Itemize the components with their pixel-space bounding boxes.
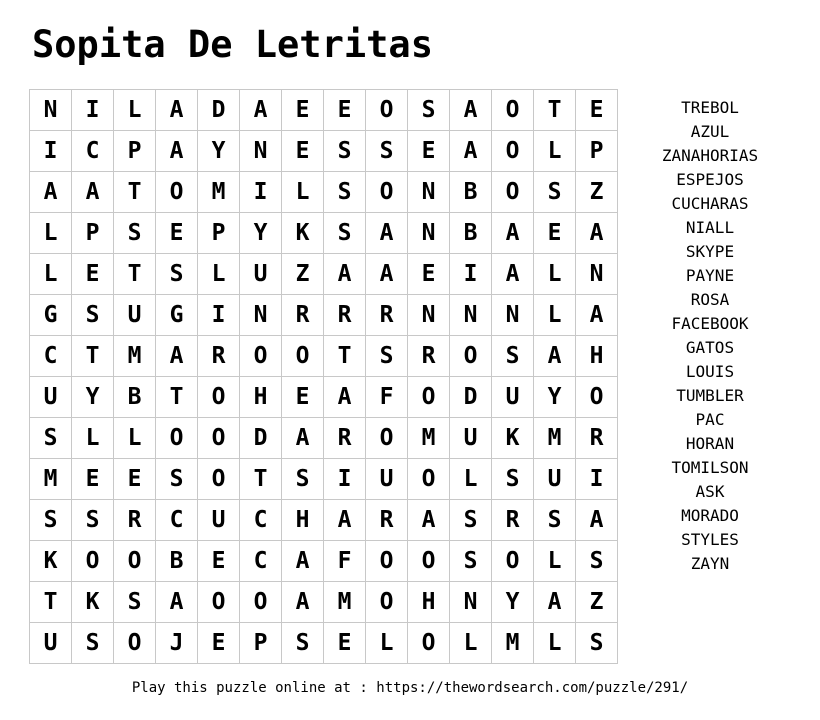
grid-cell[interactable]: O bbox=[366, 418, 408, 459]
grid-cell[interactable]: O bbox=[114, 541, 156, 582]
grid-cell[interactable]: Z bbox=[282, 254, 324, 295]
grid-cell[interactable]: U bbox=[30, 623, 72, 664]
grid-cell[interactable]: E bbox=[408, 131, 450, 172]
grid-cell[interactable]: D bbox=[198, 90, 240, 131]
grid-cell[interactable]: A bbox=[492, 254, 534, 295]
word-list-item: MORADO bbox=[681, 506, 739, 525]
grid-cell[interactable]: E bbox=[198, 623, 240, 664]
grid-cell[interactable]: B bbox=[450, 172, 492, 213]
grid-cell[interactable]: U bbox=[114, 295, 156, 336]
grid-cell[interactable]: Y bbox=[492, 582, 534, 623]
grid-cell[interactable]: O bbox=[156, 172, 198, 213]
grid-cell[interactable]: I bbox=[30, 131, 72, 172]
grid-row bbox=[30, 336, 618, 377]
letter-grid bbox=[29, 89, 618, 664]
grid-cell[interactable]: R bbox=[366, 500, 408, 541]
grid-cell[interactable]: G bbox=[156, 295, 198, 336]
grid-cell[interactable]: E bbox=[324, 90, 366, 131]
grid-cell[interactable]: A bbox=[156, 582, 198, 623]
grid-cell[interactable]: U bbox=[198, 500, 240, 541]
grid-cell[interactable]: S bbox=[324, 172, 366, 213]
grid-row bbox=[30, 90, 618, 131]
grid-cell[interactable]: A bbox=[282, 582, 324, 623]
grid-cell[interactable]: O bbox=[408, 541, 450, 582]
grid-cell[interactable]: N bbox=[240, 295, 282, 336]
grid-cell[interactable]: M bbox=[30, 459, 72, 500]
grid-cell[interactable]: B bbox=[450, 213, 492, 254]
grid-cell[interactable]: T bbox=[240, 459, 282, 500]
grid-cell[interactable]: S bbox=[72, 295, 114, 336]
grid-cell[interactable]: O bbox=[576, 377, 618, 418]
grid-cell[interactable]: E bbox=[282, 90, 324, 131]
word-list-item: ROSA bbox=[690, 290, 730, 309]
grid-cell[interactable]: S bbox=[156, 459, 198, 500]
grid-cell[interactable]: S bbox=[72, 623, 114, 664]
word-list-item: PAYNE bbox=[685, 266, 735, 285]
grid-cell[interactable]: A bbox=[156, 336, 198, 377]
grid-cell[interactable]: A bbox=[324, 377, 366, 418]
grid-cell[interactable]: G bbox=[30, 295, 72, 336]
grid-cell[interactable]: A bbox=[366, 213, 408, 254]
word-list-item: STYLES bbox=[681, 530, 739, 549]
grid-cell[interactable]: T bbox=[72, 336, 114, 377]
grid-cell[interactable]: S bbox=[282, 459, 324, 500]
word-list-item: ZANAHORIAS bbox=[661, 146, 759, 165]
grid-cell[interactable]: L bbox=[72, 418, 114, 459]
grid-cell[interactable]: O bbox=[366, 172, 408, 213]
grid-cell[interactable]: N bbox=[450, 295, 492, 336]
grid-cell[interactable]: O bbox=[492, 131, 534, 172]
grid-cell[interactable]: P bbox=[72, 213, 114, 254]
grid-cell[interactable]: P bbox=[576, 131, 618, 172]
grid-cell[interactable]: O bbox=[156, 418, 198, 459]
grid-cell[interactable]: L bbox=[534, 295, 576, 336]
grid-cell[interactable]: E bbox=[198, 541, 240, 582]
grid-cell[interactable]: D bbox=[240, 418, 282, 459]
grid-cell[interactable]: S bbox=[72, 500, 114, 541]
grid-cell[interactable]: A bbox=[492, 213, 534, 254]
grid-cell[interactable]: I bbox=[450, 254, 492, 295]
grid-cell[interactable]: L bbox=[30, 254, 72, 295]
grid-cell[interactable]: A bbox=[72, 172, 114, 213]
word-list-item: SKYPE bbox=[685, 242, 735, 261]
grid-cell[interactable]: O bbox=[114, 623, 156, 664]
grid-cell[interactable]: R bbox=[324, 418, 366, 459]
grid-cell[interactable]: O bbox=[198, 582, 240, 623]
grid-cell[interactable]: U bbox=[240, 254, 282, 295]
word-list-item: TOMILSON bbox=[671, 458, 749, 477]
grid-cell[interactable]: N bbox=[30, 90, 72, 131]
grid-cell[interactable]: P bbox=[198, 213, 240, 254]
grid-cell[interactable]: K bbox=[492, 418, 534, 459]
word-list-item: FACEBOOK bbox=[671, 314, 749, 333]
grid-cell[interactable]: M bbox=[198, 172, 240, 213]
grid-cell[interactable]: A bbox=[408, 500, 450, 541]
grid-cell[interactable]: C bbox=[240, 500, 282, 541]
grid-cell[interactable]: I bbox=[72, 90, 114, 131]
word-list bbox=[650, 96, 770, 576]
grid-cell[interactable]: E bbox=[114, 459, 156, 500]
grid-cell[interactable]: O bbox=[408, 377, 450, 418]
grid-cell[interactable]: C bbox=[240, 541, 282, 582]
grid-row bbox=[30, 377, 618, 418]
grid-cell[interactable]: S bbox=[576, 541, 618, 582]
word-list-item: ESPEJOS bbox=[676, 170, 744, 189]
grid-cell[interactable]: L bbox=[534, 623, 576, 664]
grid-cell[interactable]: S bbox=[450, 500, 492, 541]
grid-cell[interactable]: E bbox=[72, 459, 114, 500]
grid-cell[interactable]: A bbox=[576, 500, 618, 541]
grid-cell[interactable]: H bbox=[282, 500, 324, 541]
grid-cell[interactable]: U bbox=[366, 459, 408, 500]
grid-cell[interactable]: S bbox=[30, 500, 72, 541]
grid-cell[interactable]: A bbox=[366, 254, 408, 295]
word-list-item: HORAN bbox=[685, 434, 735, 453]
grid-cell[interactable]: Y bbox=[72, 377, 114, 418]
grid-cell[interactable]: O bbox=[450, 336, 492, 377]
grid-cell[interactable]: A bbox=[282, 418, 324, 459]
word-list-item: AZUL bbox=[690, 122, 730, 141]
grid-row bbox=[30, 541, 618, 582]
grid-cell[interactable]: L bbox=[534, 541, 576, 582]
grid-cell[interactable]: E bbox=[534, 213, 576, 254]
grid-cell[interactable]: F bbox=[324, 541, 366, 582]
grid-cell[interactable]: S bbox=[114, 582, 156, 623]
grid-cell[interactable]: S bbox=[492, 459, 534, 500]
grid-cell[interactable]: S bbox=[576, 623, 618, 664]
word-list-item: ZAYN bbox=[690, 554, 730, 573]
grid-cell[interactable]: H bbox=[408, 582, 450, 623]
grid-cell[interactable]: R bbox=[282, 295, 324, 336]
grid-cell[interactable]: O bbox=[282, 336, 324, 377]
grid-cell[interactable]: C bbox=[72, 131, 114, 172]
grid-cell[interactable]: L bbox=[450, 623, 492, 664]
grid-cell[interactable]: K bbox=[282, 213, 324, 254]
grid-cell[interactable]: A bbox=[450, 131, 492, 172]
grid-cell[interactable]: I bbox=[576, 459, 618, 500]
grid-cell[interactable]: E bbox=[282, 131, 324, 172]
grid-cell[interactable]: O bbox=[198, 377, 240, 418]
grid-cell[interactable]: M bbox=[114, 336, 156, 377]
grid-cell[interactable]: A bbox=[576, 295, 618, 336]
grid-cell[interactable]: L bbox=[534, 131, 576, 172]
grid-cell[interactable]: S bbox=[324, 213, 366, 254]
grid-cell[interactable]: O bbox=[408, 459, 450, 500]
grid-row bbox=[30, 295, 618, 336]
grid-cell[interactable]: O bbox=[366, 90, 408, 131]
grid-cell[interactable]: Y bbox=[198, 131, 240, 172]
grid-cell[interactable]: E bbox=[282, 377, 324, 418]
grid-cell[interactable]: M bbox=[408, 418, 450, 459]
grid-row bbox=[30, 500, 618, 541]
grid-cell[interactable]: M bbox=[534, 418, 576, 459]
word-list-item: TUMBLER bbox=[676, 386, 744, 405]
grid-cell[interactable]: T bbox=[324, 336, 366, 377]
grid-cell[interactable]: A bbox=[534, 336, 576, 377]
grid-cell[interactable]: N bbox=[492, 295, 534, 336]
grid-cell[interactable]: L bbox=[366, 623, 408, 664]
grid-cell[interactable]: A bbox=[156, 90, 198, 131]
grid-row bbox=[30, 582, 618, 623]
grid-cell[interactable]: T bbox=[30, 582, 72, 623]
grid-cell[interactable]: A bbox=[30, 172, 72, 213]
grid-cell[interactable]: S bbox=[282, 623, 324, 664]
grid-cell[interactable]: N bbox=[408, 172, 450, 213]
grid-cell[interactable]: S bbox=[324, 131, 366, 172]
grid-cell[interactable]: S bbox=[366, 131, 408, 172]
grid-cell[interactable]: O bbox=[366, 582, 408, 623]
grid-cell[interactable]: S bbox=[156, 254, 198, 295]
grid-cell[interactable]: R bbox=[114, 500, 156, 541]
grid-cell[interactable]: I bbox=[324, 459, 366, 500]
grid-cell[interactable]: O bbox=[240, 582, 282, 623]
grid-row bbox=[30, 131, 618, 172]
grid-cell[interactable]: S bbox=[30, 418, 72, 459]
grid-row bbox=[30, 623, 618, 664]
grid-cell[interactable]: E bbox=[72, 254, 114, 295]
grid-cell[interactable]: N bbox=[576, 254, 618, 295]
grid-cell[interactable]: Y bbox=[240, 213, 282, 254]
grid-cell[interactable]: N bbox=[408, 213, 450, 254]
grid-cell[interactable]: E bbox=[408, 254, 450, 295]
grid-cell[interactable]: S bbox=[408, 90, 450, 131]
grid-cell[interactable]: C bbox=[156, 500, 198, 541]
grid-cell[interactable]: O bbox=[492, 172, 534, 213]
word-list-item: TREBOL bbox=[681, 98, 739, 117]
grid-row bbox=[30, 459, 618, 500]
grid-cell[interactable]: R bbox=[408, 336, 450, 377]
grid-cell[interactable]: F bbox=[366, 377, 408, 418]
grid-cell[interactable]: U bbox=[534, 459, 576, 500]
grid-cell[interactable]: A bbox=[324, 254, 366, 295]
word-list-item: NIALL bbox=[685, 218, 735, 237]
grid-cell[interactable]: R bbox=[324, 295, 366, 336]
grid-cell[interactable]: S bbox=[114, 213, 156, 254]
grid-cell[interactable]: T bbox=[156, 377, 198, 418]
grid-cell[interactable]: A bbox=[156, 131, 198, 172]
grid-cell[interactable]: A bbox=[282, 541, 324, 582]
grid-cell[interactable]: H bbox=[240, 377, 282, 418]
grid-cell[interactable]: O bbox=[198, 459, 240, 500]
word-list-item: LOUIS bbox=[685, 362, 735, 381]
grid-cell[interactable]: R bbox=[576, 418, 618, 459]
grid-cell[interactable]: N bbox=[450, 582, 492, 623]
grid-cell[interactable]: P bbox=[240, 623, 282, 664]
word-list-item: CUCHARAS bbox=[671, 194, 749, 213]
grid-cell[interactable]: L bbox=[198, 254, 240, 295]
grid-cell[interactable]: R bbox=[492, 500, 534, 541]
grid-row bbox=[30, 172, 618, 213]
grid-cell[interactable]: K bbox=[30, 541, 72, 582]
grid-cell[interactable]: I bbox=[240, 172, 282, 213]
grid-cell[interactable]: L bbox=[114, 90, 156, 131]
grid-row bbox=[30, 254, 618, 295]
grid-cell[interactable]: E bbox=[156, 213, 198, 254]
grid-row bbox=[30, 213, 618, 254]
grid-cell[interactable]: L bbox=[114, 418, 156, 459]
grid-cell[interactable]: O bbox=[240, 336, 282, 377]
grid-cell[interactable]: Z bbox=[576, 172, 618, 213]
grid-cell[interactable]: Z bbox=[576, 582, 618, 623]
word-list-item: ASK bbox=[695, 482, 725, 501]
grid-cell[interactable]: S bbox=[534, 500, 576, 541]
grid-cell[interactable]: U bbox=[492, 377, 534, 418]
grid-cell[interactable]: H bbox=[576, 336, 618, 377]
grid-cell[interactable]: M bbox=[492, 623, 534, 664]
grid-cell[interactable]: C bbox=[30, 336, 72, 377]
grid-cell[interactable]: S bbox=[534, 172, 576, 213]
grid-cell[interactable]: O bbox=[492, 541, 534, 582]
page-title: Sopita De Letritas bbox=[32, 23, 433, 66]
grid-cell[interactable]: P bbox=[114, 131, 156, 172]
grid-cell[interactable]: S bbox=[366, 336, 408, 377]
grid-cell[interactable]: T bbox=[114, 254, 156, 295]
grid-cell[interactable]: L bbox=[534, 254, 576, 295]
grid-cell[interactable]: D bbox=[450, 377, 492, 418]
grid-cell[interactable]: S bbox=[492, 336, 534, 377]
grid-cell[interactable]: O bbox=[408, 623, 450, 664]
grid-cell[interactable]: A bbox=[534, 582, 576, 623]
grid-cell[interactable]: O bbox=[492, 90, 534, 131]
grid-cell[interactable]: I bbox=[198, 295, 240, 336]
footer-text: Play this puzzle online at : https://thewordsearch.com/puzzle/291/ bbox=[131, 680, 689, 696]
grid-cell[interactable]: N bbox=[240, 131, 282, 172]
grid-cell[interactable]: S bbox=[450, 541, 492, 582]
grid-cell[interactable]: J bbox=[156, 623, 198, 664]
grid-cell[interactable]: E bbox=[576, 90, 618, 131]
grid-row bbox=[30, 418, 618, 459]
grid-cell[interactable]: A bbox=[576, 213, 618, 254]
grid-cell[interactable]: A bbox=[324, 500, 366, 541]
grid-cell[interactable]: O bbox=[198, 418, 240, 459]
grid-cell[interactable]: L bbox=[282, 172, 324, 213]
grid-cell[interactable]: B bbox=[114, 377, 156, 418]
grid-cell[interactable]: T bbox=[534, 90, 576, 131]
grid-cell[interactable]: L bbox=[30, 213, 72, 254]
grid-cell[interactable]: U bbox=[450, 418, 492, 459]
grid-cell[interactable]: B bbox=[156, 541, 198, 582]
grid-cell[interactable]: E bbox=[324, 623, 366, 664]
grid-cell[interactable]: L bbox=[450, 459, 492, 500]
grid-cell[interactable]: M bbox=[324, 582, 366, 623]
grid-cell[interactable]: R bbox=[366, 295, 408, 336]
grid-cell[interactable]: O bbox=[366, 541, 408, 582]
grid-cell[interactable]: N bbox=[408, 295, 450, 336]
grid-cell[interactable]: K bbox=[72, 582, 114, 623]
grid-cell[interactable]: A bbox=[240, 90, 282, 131]
grid-cell[interactable]: U bbox=[30, 377, 72, 418]
word-list-item: PAC bbox=[695, 410, 725, 429]
grid-cell[interactable]: R bbox=[198, 336, 240, 377]
grid-cell[interactable]: T bbox=[114, 172, 156, 213]
grid-cell[interactable]: A bbox=[450, 90, 492, 131]
word-list-item: GATOS bbox=[685, 338, 735, 357]
grid-cell[interactable]: Y bbox=[534, 377, 576, 418]
grid-cell[interactable]: O bbox=[72, 541, 114, 582]
